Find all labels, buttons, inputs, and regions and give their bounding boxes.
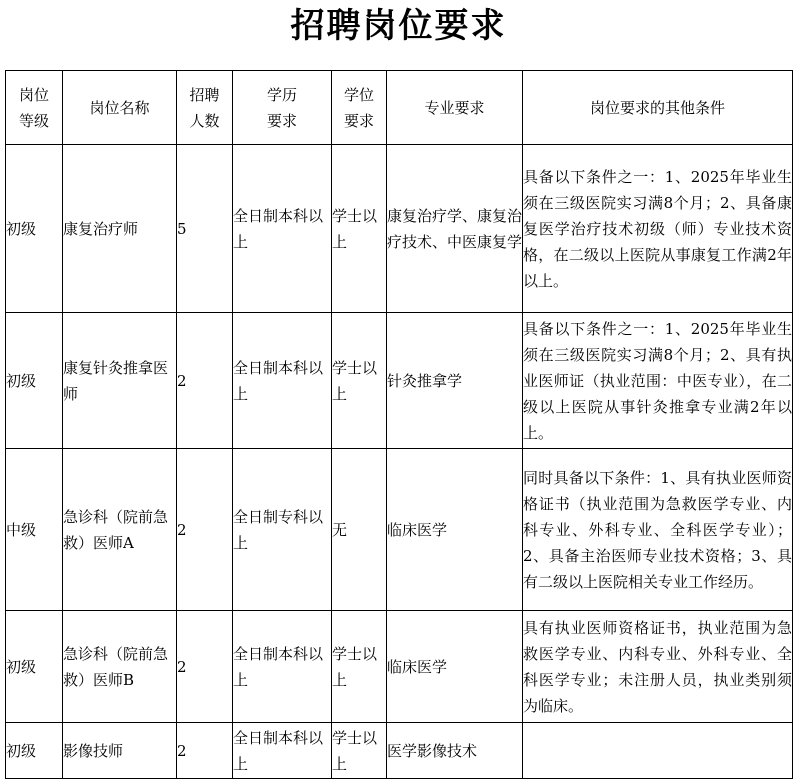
cell-major: 针灸推拿学	[387, 313, 523, 449]
cell-major: 临床医学	[387, 611, 523, 723]
header-level: 岗位 等级	[6, 71, 63, 145]
cell-position-name: 影像技师	[63, 723, 177, 779]
cell-count: 2	[177, 313, 233, 449]
table-row	[6, 611, 793, 723]
cell-major: 临床医学	[387, 449, 523, 611]
cell-level: 初级	[6, 723, 63, 779]
cell-position-name: 急诊科（院前急救）医师B	[63, 611, 177, 723]
cell-count: 5	[177, 145, 233, 313]
cell-conditions: 同时具备以下条件：1、具有执业医师资格证书（执业范围为急救医学专业、内科专业、外科专业、全科医学专业）；2、具备主治医师专业技术资格；3、具有二级以上医院相关专业工作经历。	[523, 449, 793, 611]
table-row	[6, 723, 793, 779]
cell-education: 全日制本科以上	[233, 723, 332, 779]
cell-position-name: 急诊科（院前急救）医师A	[63, 449, 177, 611]
header-major: 专业要求	[387, 71, 523, 145]
recruitment-table	[5, 70, 793, 779]
header-count: 招聘 人数	[177, 71, 233, 145]
table-row	[6, 313, 793, 449]
header-degree: 学位 要求	[332, 71, 387, 145]
cell-level: 中级	[6, 449, 63, 611]
cell-count: 2	[177, 449, 233, 611]
header-row	[6, 71, 793, 145]
cell-conditions: 具有执业医师资格证书，执业范围为急救医学专业、内科专业、外科专业、全科医学专业；未注册人员，执业类别须为临床。	[523, 611, 793, 723]
table-row	[6, 449, 793, 611]
cell-count: 2	[177, 611, 233, 723]
cell-education: 全日制本科以上	[233, 145, 332, 313]
cell-level: 初级	[6, 611, 63, 723]
cell-position-name: 康复针灸推拿医师	[63, 313, 177, 449]
header-conditions: 岗位要求的其他条件	[523, 71, 793, 145]
cell-education: 全日制本科以上	[233, 611, 332, 723]
table-row	[6, 145, 793, 313]
cell-degree: 学士以上	[332, 723, 387, 779]
cell-education: 全日制专科以上	[233, 449, 332, 611]
header-education: 学历 要求	[233, 71, 332, 145]
cell-major: 康复治疗学、康复治疗技术、中医康复学	[387, 145, 523, 313]
cell-degree: 无	[332, 449, 387, 611]
cell-level: 初级	[6, 313, 63, 449]
cell-major: 医学影像技术	[387, 723, 523, 779]
cell-count: 2	[177, 723, 233, 779]
page-title: 招聘岗位要求	[290, 6, 507, 46]
cell-position-name: 康复治疗师	[63, 145, 177, 313]
cell-conditions: 具备以下条件之一：1、2025年毕业生须在三级医院实习满8个月；2、具有执业医师证（执业范围：中医专业），在二级以上医院从事针灸推拿专业满2年以上。	[523, 313, 793, 449]
header-name: 岗位名称	[63, 71, 177, 145]
cell-education: 全日制本科以上	[233, 313, 332, 449]
cell-conditions	[523, 723, 793, 779]
cell-degree: 学士以上	[332, 611, 387, 723]
cell-conditions: 具备以下条件之一：1、2025年毕业生须在三级医院实习满8个月；2、具备康复医学治疗技术初级（师）专业技术资格，在二级以上医院从事康复工作满2年以上。	[523, 145, 793, 313]
cell-degree: 学士以上	[332, 145, 387, 313]
cell-degree: 学士以上	[332, 313, 387, 449]
cell-level: 初级	[6, 145, 63, 313]
